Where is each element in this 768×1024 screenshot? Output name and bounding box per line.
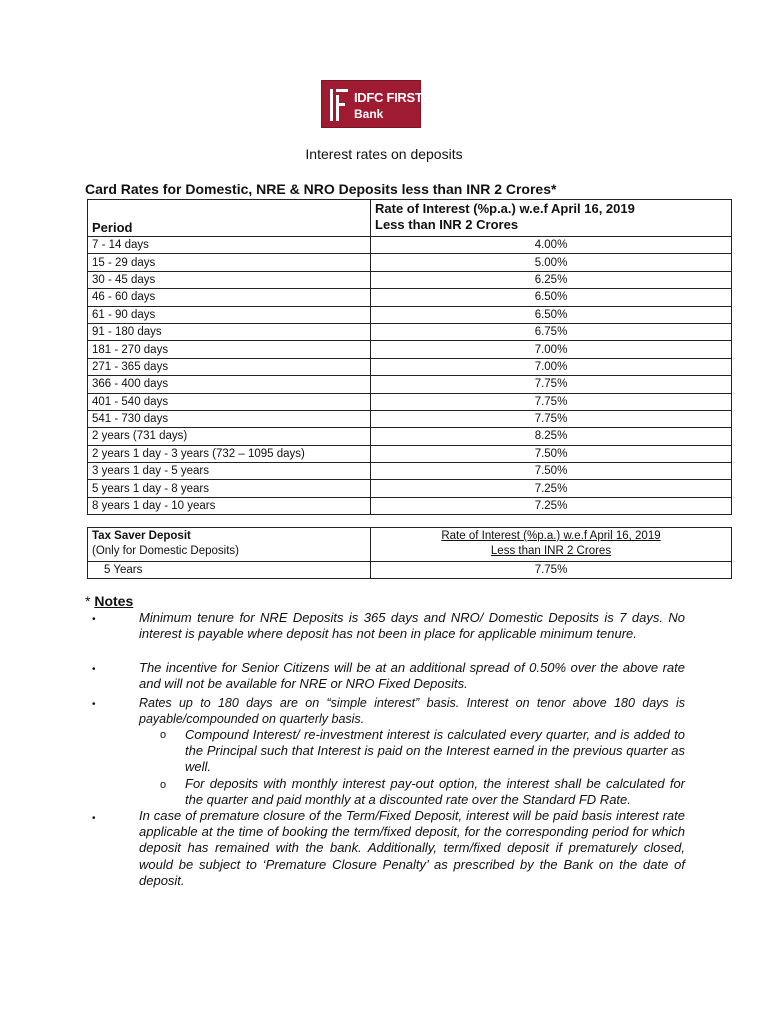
rate-cell: 6.50% [371,289,732,306]
tax-rate-header-line2: Less than INR 2 Crores [490,545,612,557]
table-row [88,480,732,497]
notes-heading [85,593,133,609]
rates-table-body [88,237,732,515]
logo-mark-icon [330,89,348,121]
period-cell: 2 years 1 day - 3 years (732 – 1095 days) [88,445,371,462]
table-row [88,237,732,254]
subnote-1-bullet: o [160,729,167,741]
period-cell: 61 - 90 days [88,306,371,323]
tax-saver-period: 5 Years [88,562,371,579]
table-row [88,306,732,323]
rate-cell: 7.50% [371,463,732,480]
rate-cell: 5.00% [371,254,732,271]
subnote-2: For deposits with monthly interest pay-out option, the interest shall be calculated for the quarter and paid monthly at a discounted rate over the Standard FD Rate. [185,776,685,808]
note-2: The incentive for Senior Citizens will be at an additional spread of 0.50% over the above rate and will not be available for NRE or NRO Fixed Deposits. [139,660,685,692]
note-4-bullet: • [92,813,96,824]
period-cell: 401 - 540 days [88,393,371,410]
rates-table-header [88,200,732,237]
table-row [88,254,732,271]
rate-cell: 8.25% [371,428,732,445]
tax-saver-label-cell [88,528,371,562]
period-cell: 46 - 60 days [88,289,371,306]
table-row [88,341,732,358]
page-title: Interest rates on deposits [305,146,463,162]
period-cell: 8 years 1 day - 10 years [88,497,371,514]
rate-cell: 6.25% [371,271,732,288]
table-row [88,271,732,288]
table-row [88,393,732,410]
rate-cell: 7.75% [371,410,732,427]
rate-cell: 7.25% [371,480,732,497]
logo-text-line1: IDFC FIRST [354,90,423,105]
note-3-bullet: • [92,699,96,710]
table-row [88,376,732,393]
table-row [88,289,732,306]
bank-logo [321,80,421,128]
rate-cell: 7.75% [371,376,732,393]
table-row [88,358,732,375]
notes-heading-label: Notes [94,593,134,609]
table-row [88,410,732,427]
table-row [88,428,732,445]
rate-cell: 7.25% [371,497,732,514]
period-cell: 30 - 45 days [88,271,371,288]
subnote-1: Compound Interest/ re-investment interest is calculated every quarter, and is added to the Principal such that Interest is paid on the Interest earned in the previous quarter as well. [185,727,685,775]
notes-star: * [85,593,95,609]
rate-cell: 7.00% [371,341,732,358]
period-cell: 541 - 730 days [88,410,371,427]
section-heading: Card Rates for Domestic, NRE & NRO Deposits less than INR 2 Crores* [85,181,557,197]
tax-saver-table [87,527,732,579]
period-cell: 181 - 270 days [88,341,371,358]
tax-saver-data-row [88,562,732,579]
note-2-bullet: • [92,664,96,675]
rate-column-header [371,200,732,237]
table-row [88,445,732,462]
period-cell: 3 years 1 day - 5 years [88,463,371,480]
period-cell: 91 - 180 days [88,323,371,340]
rate-cell: 4.00% [371,237,732,254]
tax-saver-sublabel: (Only for Domestic Deposits) [92,545,239,557]
tax-saver-rate-header [371,528,732,562]
tax-saver-header-row [88,528,732,562]
subnote-2-bullet: o [160,779,167,791]
note-4: In case of premature closure of the Term/Fixed Deposit, interest will be paid basis interest rate applicable at the time of booking the term/fixed deposit, for the corresponding period for which deposit has remained with the bank. Additionally, term/fixed deposit if prematurely closed, would be subject to ‘Premature Closure Penalty’ as prescribed by the Bank on the date of deposit. [139,808,685,888]
period-cell: 5 years 1 day - 8 years [88,480,371,497]
rate-cell: 6.50% [371,306,732,323]
table-row [88,323,732,340]
rates-table [87,199,732,515]
period-cell: 15 - 29 days [88,254,371,271]
table-row [88,463,732,480]
rate-cell: 6.75% [371,323,732,340]
note-1: Minimum tenure for NRE Deposits is 365 days and NRO/ Domestic Deposits is 7 days. No interest is payable where deposit has not been in place for applicable minimum tenure. [139,610,685,642]
table-row [88,497,732,514]
period-cell: 2 years (731 days) [88,428,371,445]
note-1-bullet: • [92,614,96,625]
tax-saver-rate: 7.75% [371,562,732,579]
rate-cell: 7.75% [371,393,732,410]
note-3: Rates up to 180 days are on “simple interest” basis. Interest on tenor above 180 days is payable/compounded on quarterly basis. [139,696,685,727]
rate-header-line2: Less than INR 2 Crores [375,217,519,232]
rate-header-line1: Rate of Interest (%p.a.) w.e.f April 16, 2019 [375,201,635,216]
tax-rate-header-line1: Rate of Interest (%p.a.) w.e.f April 16, 2019 [441,530,661,542]
period-cell: 7 - 14 days [88,237,371,254]
rate-cell: 7.00% [371,358,732,375]
tax-saver-label: Tax Saver Deposit [92,530,191,542]
period-cell: 366 - 400 days [88,376,371,393]
rate-cell: 7.50% [371,445,732,462]
logo-text-line2: Bank [354,107,384,121]
period-cell: 271 - 365 days [88,358,371,375]
period-column-header: Period [88,200,371,237]
